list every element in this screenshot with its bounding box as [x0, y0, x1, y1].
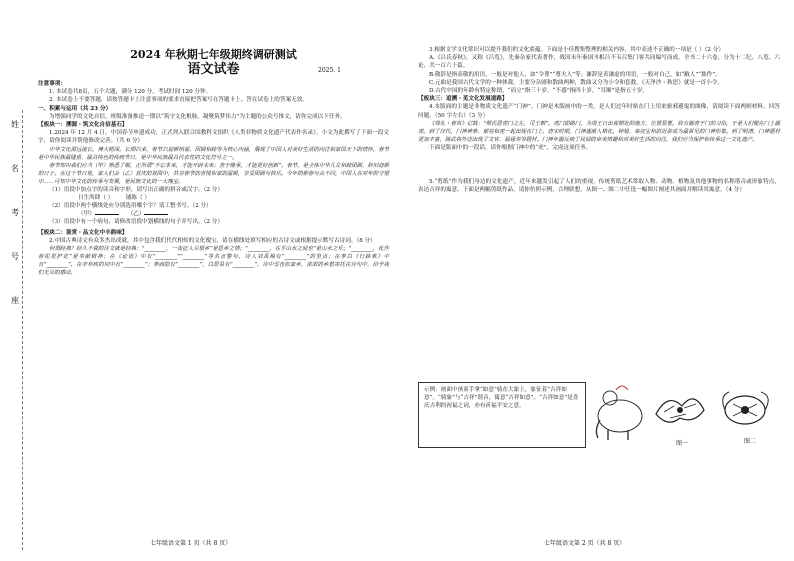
option-c: C.元曲是我国古代文学的一种体裁，主要分杂剧和散曲两种，散曲又分为小令和套数。《天净沙・秋思》就是一首小令。 — [429, 79, 723, 86]
margin-char: 考 — [11, 208, 19, 217]
margin-char: 名 — [11, 164, 19, 173]
option-d: D.古代中国的年龄有特定称谓，“而立”指三十岁，“不惑”指四十岁，“耳顺”是指五十岁。 — [429, 88, 649, 95]
passage-1b: 春节知识我们应当（甲）熟悉了解，正所谓“不忘本来，才能开辟未来；善于继承，才能更好创新”。春节，是全体中华儿女和睦团圆、辞旧迎新的日子。在这个节日里，家人们会（乙）喜庆的氛围中，共享春节的喜悦和家的温暖，享受团圆与快乐。今年的新春与众不同，中国人在对年的守望中……可知中华文化的传承与发展，是民族文化的一大瑰宝。 — [38, 162, 389, 185]
papercut-figure-2 — [715, 382, 777, 434]
option-b: B.敬辞是指表敬的用语，一般是对他人，如“令尊”“尊夫人”等；谦辞是表谦虚的用语，一般对自己，如“敝人”“拙作”。 — [429, 71, 721, 78]
right-page — [400, 0, 794, 561]
block-1-heading: 【板块一：溯源・筑文化自信基石】 — [38, 122, 128, 129]
notice-heading: 注意事项： — [38, 81, 66, 87]
question-1: 1.2024 年 12 月 4 日，中国春节申遗成功，正式列入联合国教科文组织《人类非物质文化遗产代表作名录》。小文为此撰写了下面一段文字，请你阅读并帮他修改完善。（共 6 分） — [38, 130, 389, 145]
margin-char: 号 — [11, 252, 19, 261]
papercut-figure-1 — [650, 384, 708, 434]
word-1: 日生所肆（ ） — [78, 194, 114, 201]
question-1-2: （2）语段中两个横线处应分别选用哪个字？请工整书写。（2 分） — [49, 203, 212, 210]
intro-text: 为增强同学的文化自信，班级准备推送一期以“筑守文化根脉，凝聚筑梦伟力”为主题的公众号推文，请你完成以下任务。 — [49, 113, 346, 120]
option-a: A.《吕氏春秋》，又称《吕览》，先秦杂家代表著作，战国末年秦国丞相吕不韦召集门客共同编写而成。全书二十六卷，分为十二纪、八览、六论，共一百六十篇。 — [418, 55, 780, 70]
figure-2-label: 图二 — [744, 438, 757, 445]
section-1-heading: 一、积累与运用（共 23 分） — [38, 105, 112, 112]
passage-4: 《周礼・春官》记载：“师氏居虎门之左，司王朝”。虎门即路门，为周王日出视朝处的地方，位置显要。故有画虎于门的习俗，于是人们便在门上画虎。到了汉代，门神神荼、郁垒和虎一起出现在门上。唐宋时期，门神逐渐人格化，钟馗、秦叔宝和尉迟恭成为最常见的门神形象。到了明清，门神题材更加丰富，除武将外还出现了文官、福禄寿等题材。门神年画反映了民间的审美情趣和对美好生活的向往，我们应当保护和传承这一文化遗产。 — [418, 120, 780, 143]
papercut-elephant-image — [588, 380, 648, 442]
word-2: 铺陈（ ） — [125, 194, 150, 201]
question-1-3: （3）语段中有一个病句，请修改语段中划横线的句子并写出。（2 分） — [49, 219, 223, 226]
exam-date: 2025. 1 — [318, 67, 341, 74]
page-1-footer: 七年级语文第 1 页（共 8 页） — [150, 540, 232, 547]
exam-title: 2024 年秋期七年级期终调研测试 — [130, 48, 297, 61]
page-2-footer: 七年级语文第 2 页（共 8 页） — [544, 540, 626, 547]
question-1-1: （1）语段中加点字的读音和字形，请写出正确的拼音或汉字。（2 分） — [49, 186, 223, 193]
notice-2: 2. 本试卷上不要答题，请按答题卡上注意事项的要求直接把答案写在答题卡上。答在试卷上的答案无效。 — [49, 97, 308, 104]
passage-1a: 中华文化源远流长，博大精深。长期以来，春节以迎新纳福、团圆和睦等为核心内涵，展现了中国人对美好生活的向往和家国天下的情怀。春节是中华民族最隆重、最具特色的传统节日，是中华民族最具代表性的文化符号之一。 — [38, 146, 389, 161]
question-1-1-words — [38, 194, 389, 202]
question-3: 3.根据文学文化常识可以提升我们的文化底蕴。下面是小佳搜集整理的相关内容，其中表述不正确的一项是（ ）（2 分） — [429, 47, 724, 53]
example-text: 示例：画面中孩童手拿“如意”骑在大象上，象征着“吉祥如意”。“骑象”与“吉祥”谐音，寓意“吉祥如意”。“吉祥如意”是喜庆吉利的祝福之词，亦有祈福平安之意。 — [424, 387, 579, 409]
example-frame — [418, 382, 586, 448]
answer-blanks: （甲） （乙） — [38, 210, 389, 218]
question-2: 2.中国古典诗文有众多杰出成就，其中包含我们代代相传的文化瑰宝，请在横线处填写相应的古诗文或根据提示默写古诗词。（8 分） — [49, 237, 376, 244]
passage-4-task: 下面是版面中的一段话，请你根据门神中的“虎”，完成这项任务。 — [429, 144, 592, 151]
block-3-heading: 【板块三：追溯・觅文化发展道路】 — [418, 96, 508, 103]
passage-2: 何谓经典？经久不衰的诗文就是经典：“________，一夜征人尽望乡”是思乡之情；“________，在乎山水之间也”是山水之乐；“________，化作春泥更护花”是奉献精神；在《论语》中有“________”“________”等名言警句，诗人刘禹锡有“________”的坚贞；在李白《行路难》中有“________”，在辛弃疾的词中有“________”；李商隐有“________”，白居易有“________”，诗中雪也似家乡，浓浓的乡愁寄托在诗句中，给予我们无尽的感动。 — [38, 246, 389, 277]
figure-1-label: 图一 — [676, 440, 689, 447]
question-5: 5.“剪纸”作为我们身边的文化遗产，近年来越发引起了人们的重视，传统剪纸艺术常取人物、动物、植物及其他事物的名称谐音或形象特点，表达吉祥的寓意。下面是两幅剪纸作品，请你仿照示例，合理联想，从图一、图二中任选一幅图片阐述其画面并解读其寓意。（4 分） — [418, 179, 780, 194]
exam-subtitle: 语文试卷 — [187, 62, 240, 77]
margin-char: 姓 — [11, 120, 19, 129]
notice-1: 1. 本试卷共8页，五个大题，满分 120 分，考试时间 120 分钟。 — [49, 89, 212, 96]
margin-char: 座 — [11, 296, 19, 305]
block-2-heading: 【板块二：鉴赏・品文化中丰韵味】 — [38, 229, 128, 236]
question-4: 4.本版面的主题是非物质文化遗产“门神”。门神是木版画中的一类，是人们过年时贴在门上用来驱邪避鬼的图像，请阅读下面两则材料，回答问题。（50 字左右）（3 分） — [418, 104, 780, 119]
